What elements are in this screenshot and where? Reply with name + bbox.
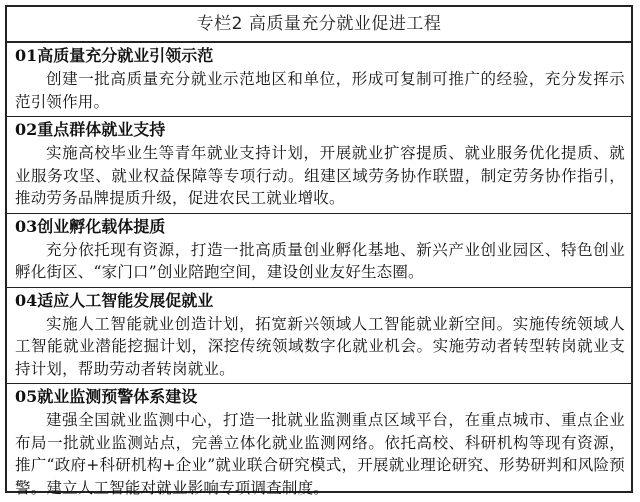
section-heading: 01高质量充分就业引领示范 [15, 46, 214, 65]
section-text: 创建一批高质量充分就业示范地区和单位，形成可复制可推广的经验，充分发挥示范引领作用。 [15, 70, 625, 111]
section-text: 充分依托现有资源，打造一批高质量创业孵化基地、新兴产业创业园区、特色创业孵化街区、“家门口”创业陪跑空间，建设创业友好生态圈。 [15, 240, 625, 281]
section-heading: 03创业孵化载体提质 [15, 216, 166, 236]
section-01 [7, 43, 631, 117]
section-03 [7, 214, 631, 288]
section-text: 建强全国就业监测中心，打造一批就业监测重点区域平台，在重点城市、重点企业布局一批就业监测站点，完善立体化就业监测网络。依托高校、科研机构等现有资源，推广“政府+科研机构+企业”就业联合研究模式，开展就业理论研究、形势研判和风险预警。建立人工智能对就业影响专项调查制度。 [15, 411, 625, 497]
box-title: 专栏2 高质量充分就业促进工程 [7, 7, 631, 43]
project-box [5, 5, 633, 497]
section-heading: 02重点群体就业支持 [15, 120, 166, 139]
section-04 [7, 288, 631, 385]
section-02 [7, 117, 631, 214]
section-05 [7, 384, 631, 502]
section-heading: 05就业监测预警体系建设 [15, 387, 198, 406]
section-text: 实施高校毕业生等青年就业支持计划，开展就业扩容提质、就业服务优化提质、就业服务攻坚、就业权益保障等专项行动。组建区域劳务协作联盟，制定劳务协作指引，推动劳务品牌提质升级，促进农民工就业增收。 [15, 144, 625, 207]
section-text: 实施人工智能就业创造计划，拓宽新兴领域人工智能就业新空间。实施传统领域人工智能就业潜能挖掘计划，深挖传统领域数字化就业机会。实施劳动者转型转岗就业支持计划，帮助劳动者转岗就业。 [15, 314, 625, 378]
section-heading: 04适应人工智能发展促就业 [15, 290, 214, 310]
